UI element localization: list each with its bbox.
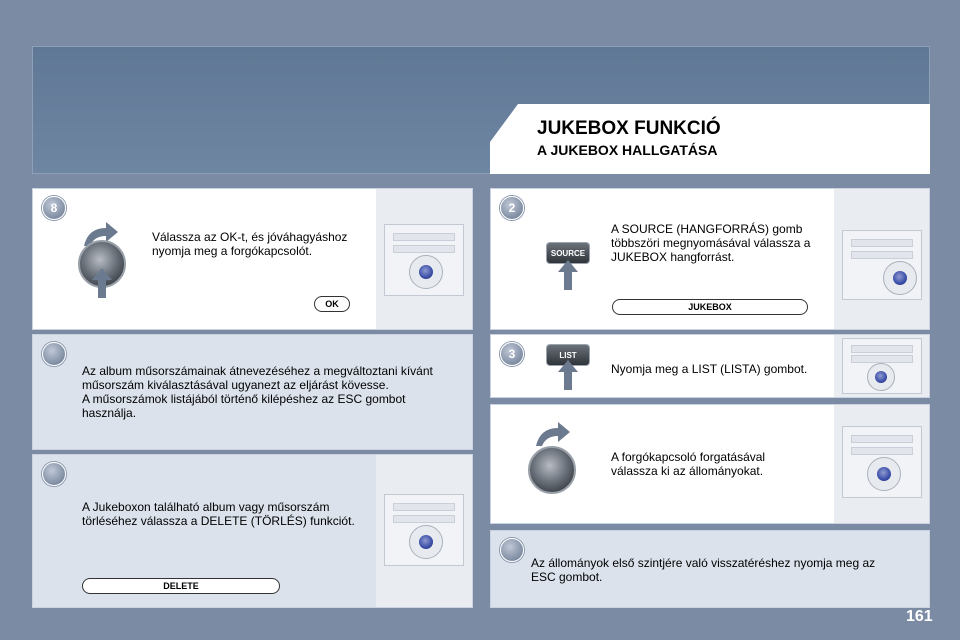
lightbulb-icon [42,342,66,366]
tip-1-line2: műsorszám kiválasztásával ugyanezt az eljárást kövesse. [82,378,389,392]
lightbulb-icon [42,462,66,486]
source-button-icon: SOURCE [546,242,590,264]
radio-panel-illustration [842,338,922,394]
press-arrow-icon [558,260,578,290]
radio-panel-illustration [842,426,922,498]
step-8-text-line2: nyomja meg a forgókapcsolót. [152,244,313,258]
delete-label: DELETE [82,578,280,594]
press-arrow-icon [92,268,112,298]
step-2-text-line3: JUKEBOX hangforrást. [611,250,735,264]
tip-2-line1: A Jukeboxon található album vagy műsorszám [82,500,330,514]
tip-3-line1: Az állományok első szintjére való visszatéréshez nyomja meg az [531,556,876,570]
step-3b-text-line2: válassza ki az állományokat. [611,464,764,478]
press-arrow-icon [558,360,578,390]
tip-1-line4: használja. [82,406,137,420]
step-number-badge: 3 [500,342,524,366]
radio-panel-illustration [842,230,922,300]
step-8-text-line1: Válassza az OK-t, és jóváhagyáshoz [152,230,348,244]
page-title: JUKEBOX FUNKCIÓ [537,118,721,139]
tip-3-line2: ESC gombot. [531,570,603,584]
tip-1-line3: A műsorszámok listájából történő kilépéshez az ESC gombot [82,392,406,406]
step-3-text: Nyomja meg a LIST (LISTA) gombot. [611,362,808,376]
tip-1-line1: Az album műsorszámainak átnevezéséhez a megváltoztani kívánt [82,364,433,378]
ok-label: OK [314,296,350,312]
radio-panel-illustration [384,494,464,566]
list-button-icon: LIST [546,344,590,366]
radio-panel-illustration [384,224,464,296]
rotary-knob-icon [528,446,576,494]
lightbulb-icon [500,538,524,562]
step-2-text-line1: A SOURCE (HANGFORRÁS) gomb [611,222,803,236]
page-number: 161 [906,608,933,625]
step-2-text-line2: többszöri megnyomásával válassza a [611,236,811,250]
step-number-badge: 8 [42,196,66,220]
tip-2-line2: törléséhez válassza a DELETE (TÖRLÉS) funkciót. [82,514,355,528]
jukebox-label: JUKEBOX [612,299,808,315]
page-subtitle: A JUKEBOX HALLGATÁSA [537,142,718,158]
step-number-badge: 2 [500,196,524,220]
step-3b-text-line1: A forgókapcsoló forgatásával [611,450,766,464]
